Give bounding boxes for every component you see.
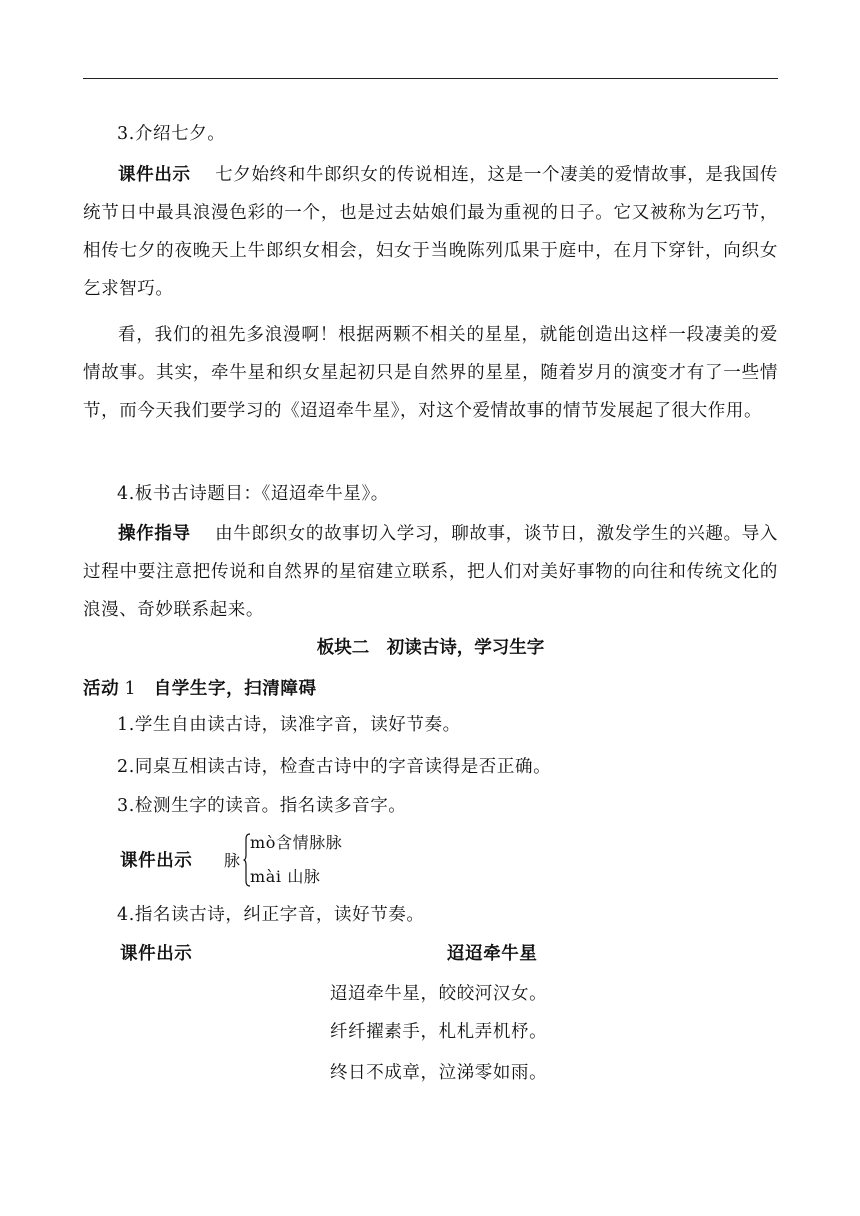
polyphone-reading-1: mò含情脉脉	[250, 833, 343, 852]
item-3: 3.介绍七夕。	[117, 124, 226, 144]
operation-guide-label: 操作指导	[118, 524, 191, 544]
item-4: 4.板书古诗题目：《迢迢牵牛星》。	[117, 484, 389, 504]
section-heading: 板块二 初读古诗，学习生字	[316, 638, 545, 658]
step-4: 4.指名读古诗，纠正字音，读好节奏。	[117, 905, 425, 925]
courseware-text: 七夕始终和牛郎织女的传说相连，这是一个凄美的爱情故事，是我国传统节日中最具浪漫色彩的一个，也是过去姑娘们最为重视的日子。它又被称为乞巧节，相传七夕的夜晚天上牛郎织女相会，妇女于当晚陈列瓜果于庭中，在月下穿针，向织女乞求智巧。	[83, 165, 778, 299]
operation-guide-paragraph	[83, 515, 778, 629]
step-1: 1.学生自由读古诗，读准字音，读好节奏。	[117, 715, 461, 735]
polyphone-reading-2: mài 山脉	[250, 867, 321, 886]
courseware-label-2: 课件出示	[120, 851, 193, 871]
step-3: 3.检测生字的读音。指名读多音字。	[117, 796, 407, 816]
activity-label: 活动	[83, 679, 120, 699]
activity-number: 1	[124, 679, 137, 699]
poem-line-1: 迢迢牵牛星，皎皎河汉女。	[330, 984, 548, 1004]
poem-title: 迢迢牵牛星	[447, 944, 538, 964]
poem-line-3: 终日不成章，泣涕零如雨。	[330, 1063, 548, 1083]
courseware-label: 课件出示	[118, 165, 191, 185]
courseware-paragraph-1	[83, 156, 778, 308]
polyphone-char: 脉	[224, 851, 241, 870]
paragraph-look: 看，我们的祖先多浪漫啊！根据两颗不相关的星星，就能创造出这样一段凄美的爱情故事。其实，牵牛星和织女星起初只是自然界的星星，随着岁月的演变才有了一些情节，而今天我们要学习的《迢迢牵牛星》，对这个爱情故事的情节发展起了很大作用。	[83, 325, 778, 421]
header-rule	[83, 78, 778, 79]
activity-title: 自学生字，扫清障碍	[153, 679, 317, 699]
poem-courseware-label: 课件出示	[120, 944, 193, 964]
activity-heading	[83, 677, 317, 701]
operation-guide-text: 由牛郎织女的故事切入学习，聊故事，谈节日，激发学生的兴趣。导入过程中要注意把传说和自然界的星宿建立联系，把人们对美好事物的向往和传统文化的浪漫、奇妙联系起来。	[83, 524, 778, 620]
poem-line-2: 纤纤擢素手，札札弄机杼。	[330, 1022, 548, 1042]
step-2: 2.同桌互相读古诗，检查古诗中的字音读得是否正确。	[117, 757, 552, 777]
